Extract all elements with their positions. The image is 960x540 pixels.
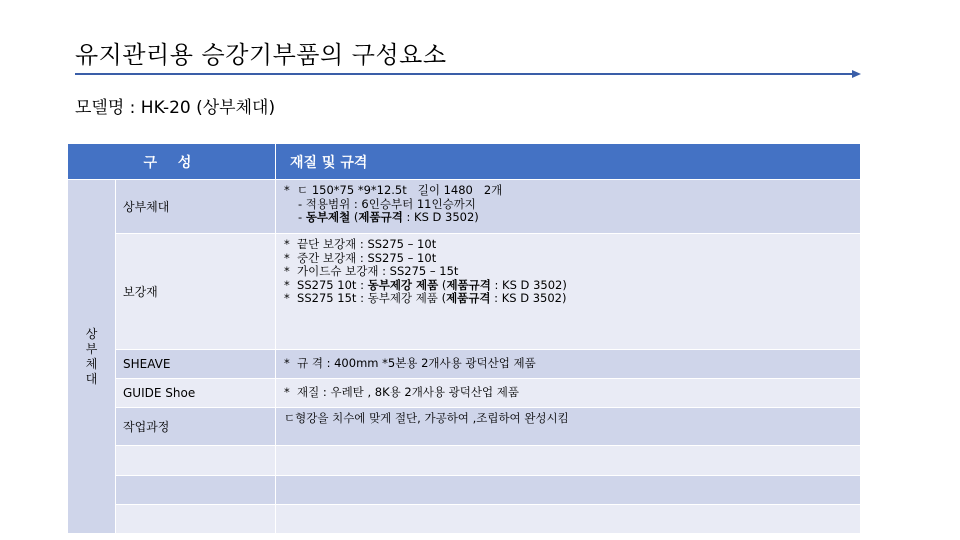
item-name	[116, 446, 276, 476]
spec-cell	[276, 379, 861, 408]
spec-line: * SS275 10t : 동부제강 제품 (제품규격 : KS D 3502)	[284, 277, 567, 292]
item-name	[116, 505, 276, 534]
spec-cell	[276, 350, 861, 379]
spec-line: - 적용범위 : 6인승부터 11인승까지	[298, 196, 476, 211]
header-composition: 구 성	[68, 144, 276, 180]
item-name: 작업과정	[116, 408, 276, 446]
spec-cell	[276, 408, 861, 446]
spec-cell	[276, 505, 861, 534]
arrow-head-icon	[852, 70, 861, 78]
spec-cell	[276, 476, 861, 505]
spec-line: - 동부제철 (제품규격 : KS D 3502)	[298, 210, 479, 224]
spec-line: * 끝단 보강재 : SS275 – 10t	[284, 237, 437, 251]
model-name: 모델명 : HK-20 (상부체대)	[75, 98, 276, 118]
spec-line: * 재질 : 우레탄 , 8K용 2개사용 광덕산업 제품	[284, 385, 519, 400]
spec-cell	[276, 234, 861, 350]
group-label-char: 대	[85, 371, 98, 386]
spec-line: * ㄷ 150*75 *9*12.5t 길이 1480 2개	[284, 183, 503, 197]
item-name	[116, 476, 276, 505]
spec-line: * 중간 보강재 : SS275 – 10t	[284, 250, 437, 265]
spec-cell	[276, 446, 861, 476]
spec-line: * 가이드슈 보강재 : SS275 – 15t	[284, 264, 459, 278]
spec-table	[67, 143, 861, 534]
page-title: 유지관리용 승강기부품의 구성요소	[75, 41, 447, 69]
group-label-char: 상	[85, 326, 98, 341]
item-name: GUIDE Shoe	[116, 379, 276, 408]
table-row	[68, 350, 861, 379]
item-name: SHEAVE	[116, 350, 276, 379]
spec-cell	[276, 180, 861, 234]
header-material-spec: 재질 및 규격	[276, 144, 861, 180]
table-row	[68, 379, 861, 408]
spec-line: * 규 격 : 400mm *5본용 2개사용 광덕산업 제품	[284, 356, 536, 371]
spec-line: * SS275 15t : 동부제강 제품 (제품규격 : KS D 3502)	[284, 291, 567, 305]
table-row	[68, 408, 861, 446]
table-header-row	[68, 144, 861, 180]
table-row	[68, 446, 861, 476]
group-label-char: 체	[85, 356, 98, 371]
item-name: 보강재	[116, 234, 276, 350]
title-underline	[75, 73, 853, 75]
table-row	[68, 476, 861, 505]
item-name: 상부체대	[116, 180, 276, 234]
spec-line: ㄷ형강을 치수에 맞게 절단, 가공하여 ,조립하여 완성시킴	[284, 411, 569, 425]
group-label-char: 부	[85, 341, 98, 356]
group-label	[68, 180, 116, 534]
table-row	[68, 505, 861, 534]
table-row	[68, 180, 861, 234]
table-row	[68, 234, 861, 350]
